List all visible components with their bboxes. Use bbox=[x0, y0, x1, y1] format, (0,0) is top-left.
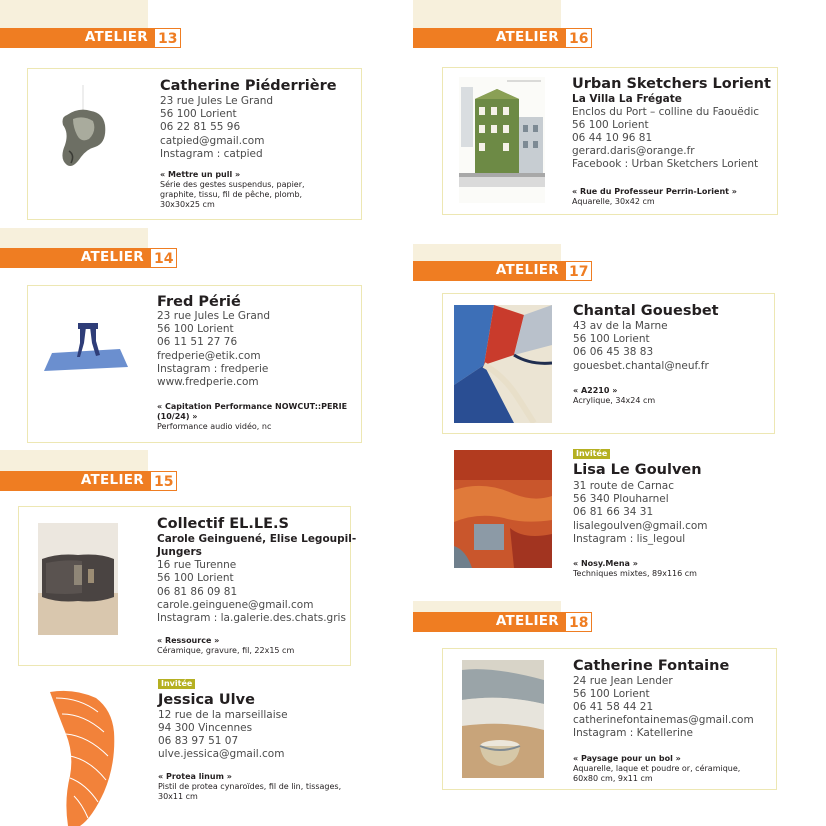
work-description-line: Pistil de protea cynaroïdes, fil de lin, tissages, bbox=[158, 782, 342, 791]
artist-city: 56 100 Lorient bbox=[157, 323, 234, 335]
atelier-label: ATELIER bbox=[495, 613, 559, 629]
artist-name: Urban Sketchers Lorient bbox=[572, 76, 771, 92]
artwork-image-ressource bbox=[38, 523, 118, 635]
artist-phone: 06 81 66 34 31 bbox=[573, 506, 654, 518]
atelier-13-number: 13 bbox=[154, 28, 181, 48]
atelier-label: ATELIER bbox=[80, 472, 144, 488]
artist-phone: 06 81 86 09 81 bbox=[157, 586, 238, 598]
artist-city: 56 100 Lorient bbox=[572, 119, 649, 131]
work-title: « Rue du Professeur Perrin-Lorient » bbox=[572, 187, 737, 196]
work-description-line: Aquarelle, laque et poudre or, céramique, bbox=[573, 764, 741, 773]
artist-address: 24 rue Jean Lender bbox=[573, 675, 673, 687]
guest-badge: Invitée bbox=[573, 449, 610, 459]
artist-email[interactable]: ulve.jessica@gmail.com bbox=[158, 748, 285, 760]
artist-email[interactable]: lisalegoulven@gmail.com bbox=[573, 520, 708, 532]
artist-phone: 06 44 10 96 81 bbox=[572, 132, 653, 144]
artist-email[interactable]: catpied@gmail.com bbox=[160, 135, 265, 147]
artist-address: 43 av de la Marne bbox=[573, 320, 668, 332]
atelier-14-bar bbox=[0, 248, 150, 268]
artist-instagram: Instagram : fredperie bbox=[157, 363, 269, 375]
work-title: (10/24) » bbox=[157, 412, 198, 421]
artist-email[interactable]: gouesbet.chantal@neuf.fr bbox=[573, 360, 709, 372]
artist-phone: 06 22 81 55 96 bbox=[160, 121, 241, 133]
artist-city: 56 100 Lorient bbox=[160, 108, 237, 120]
artist-members: Jungers bbox=[157, 546, 202, 558]
atelier-label: ATELIER bbox=[495, 29, 559, 45]
work-description-line: Céramique, gravure, fil, 22x15 cm bbox=[157, 646, 295, 655]
artist-instagram: Instagram : Katellerine bbox=[573, 727, 693, 739]
artist-phone: 06 41 58 44 21 bbox=[573, 701, 654, 713]
work-title: « Mettre un pull » bbox=[160, 170, 241, 179]
artist-email[interactable]: fredperie@etik.com bbox=[157, 350, 261, 362]
work-description-line: graphite, tissu, fil de pêche, plomb, bbox=[160, 190, 303, 199]
work-title: « Ressource » bbox=[157, 636, 220, 645]
artwork-image-protea-linum bbox=[44, 684, 118, 826]
artist-instagram: Instagram : lis_legoul bbox=[573, 533, 686, 545]
work-description-line: 30x30x25 cm bbox=[160, 200, 215, 209]
artwork-image-rue-perrin bbox=[459, 77, 545, 203]
work-title: « A2210 » bbox=[573, 386, 618, 395]
atelier-18-number: 18 bbox=[565, 612, 592, 632]
artwork-image-a2210 bbox=[454, 305, 552, 423]
artist-name: Chantal Gouesbet bbox=[573, 303, 719, 319]
artist-name: Fred Périé bbox=[157, 294, 241, 310]
atelier-16-number: 16 bbox=[565, 28, 592, 48]
work-title: « Protea linum » bbox=[158, 772, 232, 781]
artwork-image-paysage-pour-un-bol bbox=[462, 660, 544, 778]
artist-instagram: Instagram : la.galerie.des.chats.gris bbox=[157, 612, 346, 624]
artist-phone: 06 11 51 27 76 bbox=[157, 336, 238, 348]
artist-name: Catherine Fontaine bbox=[573, 658, 730, 674]
artwork-image-nosy-mena bbox=[454, 450, 552, 568]
artist-address: 23 rue Jules Le Grand bbox=[160, 95, 274, 107]
work-description-line: Performance audio vidéo, nc bbox=[157, 422, 272, 431]
artist-email[interactable]: catherinefontainemas@gmail.com bbox=[573, 714, 754, 726]
artist-address: Enclos du Port – colline du Faouëdic bbox=[572, 106, 760, 118]
artist-city: 56 340 Plouharnel bbox=[573, 493, 669, 505]
artist-instagram: Instagram : catpied bbox=[160, 148, 263, 160]
artist-name: Lisa Le Goulven bbox=[573, 462, 702, 478]
atelier-13-bar bbox=[0, 28, 154, 48]
artwork-image-capitation bbox=[44, 323, 128, 373]
work-description-line: Acrylique, 34x24 cm bbox=[573, 396, 656, 405]
artist-members: Carole Geinguené, Elise Legoupil- bbox=[157, 533, 357, 545]
artist-facebook: Facebook : Urban Sketchers Lorient bbox=[572, 158, 759, 170]
atelier-14-number: 14 bbox=[150, 248, 177, 268]
artist-city: 56 100 Lorient bbox=[573, 333, 650, 345]
artist-phone: 06 06 45 38 83 bbox=[573, 346, 654, 358]
atelier-label: ATELIER bbox=[84, 29, 148, 45]
work-description-line: Techniques mixtes, 89x116 cm bbox=[573, 569, 697, 578]
atelier-15-number: 15 bbox=[150, 471, 177, 491]
atelier-label: ATELIER bbox=[495, 262, 559, 278]
artist-address: 23 rue Jules Le Grand bbox=[157, 310, 271, 322]
atelier-17-number: 17 bbox=[565, 261, 592, 281]
artist-venue: La Villa La Frégate bbox=[572, 93, 682, 105]
artist-city: 56 100 Lorient bbox=[157, 572, 234, 584]
atelier-15-bar bbox=[0, 471, 150, 491]
atelier-label: ATELIER bbox=[80, 249, 144, 265]
work-description-line: 30x11 cm bbox=[158, 792, 198, 801]
artist-name: Collectif EL.LE.S bbox=[157, 516, 289, 532]
artist-city: 56 100 Lorient bbox=[573, 688, 650, 700]
artist-phone: 06 83 97 51 07 bbox=[158, 735, 239, 747]
artist-address: 31 route de Carnac bbox=[573, 480, 675, 492]
artist-name: Jessica Ulve bbox=[158, 692, 255, 708]
atelier-17-bar bbox=[413, 261, 565, 281]
artist-email[interactable]: carole.geinguene@gmail.com bbox=[157, 599, 314, 611]
work-title: « Paysage pour un bol » bbox=[573, 754, 681, 763]
artist-city: 94 300 Vincennes bbox=[158, 722, 253, 734]
artwork-image-mettre-un-pull bbox=[47, 85, 127, 195]
work-description-line: Aquarelle, 30x42 cm bbox=[572, 197, 655, 206]
work-title: « Nosy.Mena » bbox=[573, 559, 638, 568]
artist-address: 16 rue Turenne bbox=[157, 559, 237, 571]
atelier-16-bar bbox=[413, 28, 565, 48]
guest-badge: Invitée bbox=[158, 679, 195, 689]
work-title: « Capitation Performance NOWCUT::PERIE bbox=[157, 402, 348, 411]
work-description-line: 60x80 cm, 9x11 cm bbox=[573, 774, 653, 783]
artist-name: Catherine Piéderrière bbox=[160, 78, 337, 94]
artist-address: 12 rue de la marseillaise bbox=[158, 709, 288, 721]
work-description-line: Série des gestes suspendus, papier, bbox=[160, 180, 305, 189]
artist-website[interactable]: www.fredperie.com bbox=[157, 376, 259, 388]
atelier-18-bar bbox=[413, 612, 565, 632]
artist-email[interactable]: gerard.daris@orange.fr bbox=[572, 145, 695, 157]
